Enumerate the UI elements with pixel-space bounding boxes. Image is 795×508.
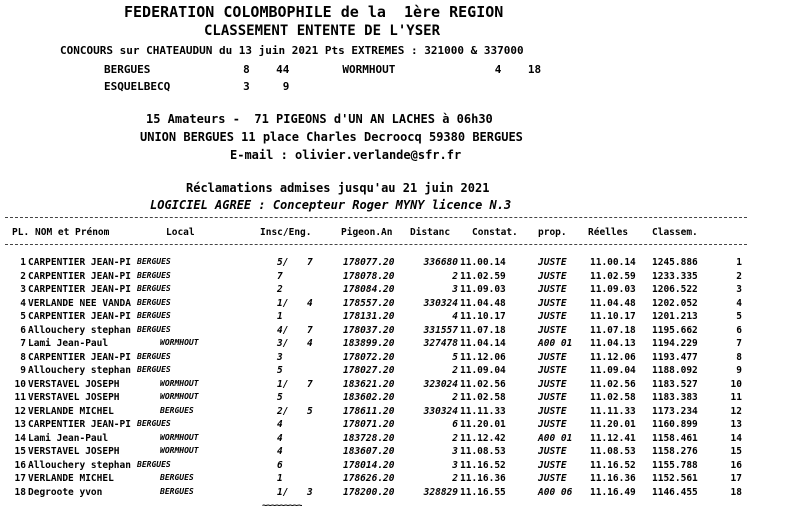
email-line: E-mail : olivier.verlande@sfr.fr bbox=[230, 148, 462, 162]
row-constat: 11.10.17 bbox=[460, 311, 506, 322]
row-reelles: 11.16.36 bbox=[590, 473, 636, 484]
row-reelles: 11.09.03 bbox=[590, 284, 636, 295]
row-prop: JUSTE bbox=[538, 365, 567, 376]
row-prop: JUSTE bbox=[538, 459, 567, 471]
row-prop: JUSTE bbox=[538, 405, 567, 417]
table-row bbox=[0, 285, 795, 297]
row-constat: 11.08.53 bbox=[460, 446, 506, 457]
col-pl: PL. bbox=[12, 227, 30, 238]
row-pigeon: 178071.20 bbox=[343, 419, 395, 430]
row-nom: CARPENTIER JEAN-PI bbox=[28, 311, 131, 322]
row-local: WORMHOUT bbox=[160, 432, 199, 442]
row-constat: 11.07.18 bbox=[460, 324, 506, 336]
row-classem: 1160.899 bbox=[652, 419, 698, 430]
row-distance: 4 bbox=[452, 311, 458, 322]
row-nom: CARPENTIER JEAN-PI bbox=[28, 351, 131, 363]
row-insc: 5/ bbox=[277, 257, 289, 268]
row-classem: 1173.234 bbox=[652, 405, 698, 417]
row-distance: 3 bbox=[452, 446, 458, 457]
row-pigeon: 178037.20 bbox=[343, 324, 395, 336]
row-nom: VERLANDE NEE VANDA bbox=[28, 297, 131, 309]
row-prop: JUSTE bbox=[538, 297, 567, 309]
row-nom: VERSTAVEL JOSEPH bbox=[28, 446, 120, 457]
table-row bbox=[0, 447, 795, 459]
row-local: WORMHOUT bbox=[160, 446, 199, 455]
row-rank: 2 bbox=[736, 270, 742, 282]
row-nom: VERLANDE MICHEL bbox=[28, 473, 114, 484]
row-reelles: 11.20.01 bbox=[590, 419, 636, 430]
title-federation: FEDERATION COLOMBOPHILE de la 1ère REGION bbox=[124, 3, 504, 21]
row-classem: 1194.229 bbox=[652, 338, 698, 349]
row-constat: 11.16.36 bbox=[460, 473, 506, 484]
row-local: BERGUES bbox=[160, 405, 194, 415]
row-eng: 7 bbox=[307, 378, 313, 390]
divider-top bbox=[5, 217, 747, 218]
row-reelles: 11.07.18 bbox=[590, 324, 636, 336]
col-local: Local bbox=[166, 227, 195, 238]
row-distance: 2 bbox=[452, 365, 458, 376]
row-nom: VERSTAVEL JOSEPH bbox=[28, 392, 120, 403]
row-classem: 1183.383 bbox=[652, 392, 698, 403]
row-pl: 3 bbox=[20, 284, 26, 295]
row-pl: 11 bbox=[14, 392, 26, 403]
row-pl: 16 bbox=[14, 459, 26, 471]
row-local: BERGUES bbox=[137, 297, 171, 307]
row-pigeon: 178084.20 bbox=[343, 284, 395, 295]
divider-header bbox=[5, 244, 747, 245]
col-classem: Classem. bbox=[652, 227, 698, 238]
row-distance: 330324 bbox=[423, 405, 458, 417]
row-local: BERGUES bbox=[137, 284, 171, 293]
row-pl: 7 bbox=[20, 338, 26, 349]
col-constat: Constat. bbox=[472, 227, 518, 238]
row-prop: JUSTE bbox=[538, 284, 567, 295]
reclamations-line: Réclamations admises jusqu'au 21 juin 2021 bbox=[186, 181, 490, 195]
row-eng: 4 bbox=[307, 338, 313, 349]
row-pigeon: 178200.20 bbox=[343, 486, 395, 498]
row-rank: 1 bbox=[736, 257, 742, 268]
row-constat: 11.02.56 bbox=[460, 378, 506, 390]
row-pl: 5 bbox=[20, 311, 26, 322]
row-pigeon: 178077.20 bbox=[343, 257, 395, 268]
row-local: BERGUES bbox=[137, 351, 171, 361]
row-reelles: 11.12.06 bbox=[590, 351, 636, 363]
row-distance: 336680 bbox=[423, 257, 458, 268]
row-pl: 8 bbox=[20, 351, 26, 363]
amateurs-line: 15 Amateurs - 71 PIGEONS d'UN AN LACHES à 06h30 bbox=[146, 112, 493, 126]
row-rank: 8 bbox=[736, 351, 742, 363]
row-nom: Allouchery stephan bbox=[28, 324, 131, 336]
row-pigeon: 183607.20 bbox=[343, 446, 395, 457]
row-insc: 1 bbox=[277, 473, 283, 484]
row-reelles: 11.08.53 bbox=[590, 446, 636, 457]
union-address-line: UNION BERGUES 11 place Charles Decroocq 59380 BERGUES bbox=[140, 130, 523, 144]
row-local: BERGUES bbox=[160, 473, 194, 482]
row-insc: 1/ bbox=[277, 486, 289, 498]
table-row bbox=[0, 312, 795, 324]
row-insc: 4 bbox=[277, 419, 283, 430]
row-local: BERGUES bbox=[160, 486, 194, 496]
row-nom: VERSTAVEL JOSEPH bbox=[28, 378, 120, 390]
row-reelles: 11.00.14 bbox=[590, 257, 636, 268]
row-insc: 5 bbox=[277, 365, 283, 376]
row-classem: 1245.886 bbox=[652, 257, 698, 268]
table-row bbox=[0, 258, 795, 270]
row-pl: 15 bbox=[14, 446, 26, 457]
row-reelles: 11.09.04 bbox=[590, 365, 636, 376]
row-constat: 11.16.55 bbox=[460, 486, 506, 498]
row-classem: 1183.527 bbox=[652, 378, 698, 390]
row-constat: 11.16.52 bbox=[460, 459, 506, 471]
row-classem: 1155.788 bbox=[652, 459, 698, 471]
row-nom: CARPENTIER JEAN-PI bbox=[28, 270, 131, 282]
row-insc: 6 bbox=[277, 459, 283, 471]
row-rank: 10 bbox=[730, 378, 742, 390]
row-pl: 2 bbox=[20, 270, 26, 282]
row-classem: 1146.455 bbox=[652, 486, 698, 498]
row-eng: 4 bbox=[307, 297, 313, 309]
row-distance: 323024 bbox=[423, 378, 458, 390]
row-reelles: 11.11.33 bbox=[590, 405, 636, 417]
row-reelles: 11.02.59 bbox=[590, 270, 636, 282]
row-nom: Lami Jean-Paul bbox=[28, 338, 109, 349]
row-pigeon: 178078.20 bbox=[343, 270, 395, 282]
row-insc: 4 bbox=[277, 432, 283, 444]
row-eng: 3 bbox=[307, 486, 313, 498]
row-eng: 7 bbox=[307, 324, 313, 336]
row-prop: JUSTE bbox=[538, 324, 567, 336]
table-row bbox=[0, 461, 795, 473]
row-reelles: 11.04.13 bbox=[590, 338, 636, 349]
row-local: BERGUES bbox=[137, 324, 171, 334]
row-rank: 17 bbox=[730, 473, 742, 484]
row-distance: 2 bbox=[452, 473, 458, 484]
row-pigeon: 178072.20 bbox=[343, 351, 395, 363]
row-rank: 9 bbox=[736, 365, 742, 376]
row-rank: 5 bbox=[736, 311, 742, 322]
row-pl: 13 bbox=[14, 419, 26, 430]
row-prop: JUSTE bbox=[538, 419, 567, 430]
row-insc: 2/ bbox=[277, 405, 289, 417]
row-reelles: 11.16.52 bbox=[590, 459, 636, 471]
row-reelles: 11.02.56 bbox=[590, 378, 636, 390]
row-prop: JUSTE bbox=[538, 446, 567, 457]
societes-line-1: BERGUES 8 44 WORMHOUT 4 18 bbox=[104, 63, 542, 76]
row-classem: 1233.335 bbox=[652, 270, 698, 282]
row-rank: 14 bbox=[730, 432, 742, 444]
row-classem: 1193.477 bbox=[652, 351, 698, 363]
row-classem: 1206.522 bbox=[652, 284, 698, 295]
col-pigeon: Pigeon.An bbox=[341, 227, 393, 238]
row-insc: 7 bbox=[277, 270, 283, 282]
row-rank: 12 bbox=[730, 405, 742, 417]
row-pigeon: 178131.20 bbox=[343, 311, 395, 322]
row-nom: CARPENTIER JEAN-PI bbox=[28, 419, 131, 430]
row-rank: 3 bbox=[736, 284, 742, 295]
row-pl: 1 bbox=[20, 257, 26, 268]
row-rank: 15 bbox=[730, 446, 742, 457]
row-local: BERGUES bbox=[137, 459, 171, 469]
row-local: BERGUES bbox=[137, 270, 171, 280]
row-prop: JUSTE bbox=[538, 378, 567, 390]
row-nom: Degroote yvon bbox=[28, 486, 103, 498]
row-constat: 11.12.06 bbox=[460, 351, 506, 363]
row-pl: 18 bbox=[14, 486, 26, 498]
row-pigeon: 183728.20 bbox=[343, 432, 395, 444]
row-eng: 5 bbox=[307, 405, 313, 417]
row-reelles: 11.12.41 bbox=[590, 432, 636, 444]
table-row bbox=[0, 420, 795, 432]
row-prop: A00 06 bbox=[538, 486, 573, 498]
row-pigeon: 178611.20 bbox=[343, 405, 395, 417]
row-nom: Allouchery stephan bbox=[28, 365, 131, 376]
row-distance: 5 bbox=[452, 351, 458, 363]
row-distance: 3 bbox=[452, 284, 458, 295]
row-distance: 327478 bbox=[423, 338, 458, 349]
table-row bbox=[0, 407, 795, 419]
row-local: BERGUES bbox=[137, 365, 171, 374]
row-distance: 328829 bbox=[423, 486, 458, 498]
row-distance: 3 bbox=[452, 459, 458, 471]
row-rank: 16 bbox=[730, 459, 742, 471]
row-pigeon: 183899.20 bbox=[343, 338, 395, 349]
row-rank: 4 bbox=[736, 297, 742, 309]
col-prop: prop. bbox=[538, 227, 567, 238]
row-pigeon: 178014.20 bbox=[343, 459, 395, 471]
row-classem: 1152.561 bbox=[652, 473, 698, 484]
row-nom: VERLANDE MICHEL bbox=[28, 405, 114, 417]
row-prop: JUSTE bbox=[538, 270, 567, 282]
table-row bbox=[0, 393, 795, 405]
row-distance: 2 bbox=[452, 270, 458, 282]
title-classement: CLASSEMENT ENTENTE DE L'YSER bbox=[204, 23, 441, 39]
row-local: BERGUES bbox=[137, 311, 171, 320]
page-cut-fragment: ~~~~~~~~~ bbox=[262, 502, 302, 508]
row-prop: JUSTE bbox=[538, 392, 567, 403]
row-pigeon: 178557.20 bbox=[343, 297, 395, 309]
row-pl: 12 bbox=[14, 405, 26, 417]
row-constat: 11.09.04 bbox=[460, 365, 506, 376]
table-row bbox=[0, 272, 795, 284]
row-insc: 5 bbox=[277, 392, 283, 403]
table-row bbox=[0, 434, 795, 446]
row-constat: 11.04.14 bbox=[460, 338, 506, 349]
row-pl: 10 bbox=[14, 378, 26, 390]
row-nom: CARPENTIER JEAN-PI bbox=[28, 257, 131, 268]
table-row bbox=[0, 488, 795, 500]
row-reelles: 11.04.48 bbox=[590, 297, 636, 309]
row-rank: 6 bbox=[736, 324, 742, 336]
row-local: BERGUES bbox=[137, 419, 171, 428]
row-reelles: 11.10.17 bbox=[590, 311, 636, 322]
table-row bbox=[0, 299, 795, 311]
row-pl: 6 bbox=[20, 324, 26, 336]
row-insc: 1 bbox=[277, 311, 283, 322]
row-insc: 3/ bbox=[277, 338, 289, 349]
row-nom: Allouchery stephan bbox=[28, 459, 131, 471]
row-nom: Lami Jean-Paul bbox=[28, 432, 109, 444]
row-pigeon: 183621.20 bbox=[343, 378, 395, 390]
row-classem: 1158.461 bbox=[652, 432, 698, 444]
row-local: WORMHOUT bbox=[160, 338, 199, 347]
row-prop: JUSTE bbox=[538, 311, 567, 322]
row-distance: 330324 bbox=[423, 297, 458, 309]
row-prop: A00 01 bbox=[538, 432, 573, 444]
row-reelles: 11.16.49 bbox=[590, 486, 636, 498]
row-constat: 11.00.14 bbox=[460, 257, 506, 268]
row-nom: CARPENTIER JEAN-PI bbox=[28, 284, 131, 295]
row-rank: 11 bbox=[730, 392, 742, 403]
row-constat: 11.09.03 bbox=[460, 284, 506, 295]
row-distance: 331557 bbox=[423, 324, 458, 336]
row-classem: 1195.662 bbox=[652, 324, 698, 336]
societes-line-2: ESQUELBECQ 3 9 bbox=[104, 80, 290, 93]
row-insc: 4/ bbox=[277, 324, 289, 336]
row-distance: 2 bbox=[452, 392, 458, 403]
row-pl: 14 bbox=[14, 432, 26, 444]
row-pigeon: 183602.20 bbox=[343, 392, 395, 403]
row-prop: JUSTE bbox=[538, 351, 567, 363]
row-constat: 11.04.48 bbox=[460, 297, 506, 309]
table-row bbox=[0, 326, 795, 338]
row-rank: 13 bbox=[730, 419, 742, 430]
table-row bbox=[0, 474, 795, 486]
row-constat: 11.11.33 bbox=[460, 405, 506, 417]
row-local: BERGUES bbox=[137, 257, 171, 266]
row-constat: 11.02.59 bbox=[460, 270, 506, 282]
col-nom: NOM et Prénom bbox=[35, 227, 110, 238]
table-header bbox=[0, 228, 795, 242]
row-pigeon: 178027.20 bbox=[343, 365, 395, 376]
table-row bbox=[0, 366, 795, 378]
row-insc: 4 bbox=[277, 446, 283, 457]
concours-line: CONCOURS sur CHATEAUDUN du 13 juin 2021 Pts EXTREMES : 321000 & 337000 bbox=[60, 44, 524, 57]
logiciel-line: LOGICIEL AGREE : Concepteur Roger MYNY licence N.3 bbox=[150, 198, 512, 212]
row-local: WORMHOUT bbox=[160, 378, 199, 388]
row-classem: 1158.276 bbox=[652, 446, 698, 457]
row-pl: 9 bbox=[20, 365, 26, 376]
row-prop: JUSTE bbox=[538, 257, 567, 268]
row-insc: 1/ bbox=[277, 297, 289, 309]
table-row bbox=[0, 339, 795, 351]
row-eng: 7 bbox=[307, 257, 313, 268]
row-pl: 4 bbox=[20, 297, 26, 309]
row-classem: 1202.052 bbox=[652, 297, 698, 309]
row-classem: 1188.092 bbox=[652, 365, 698, 376]
row-constat: 11.20.01 bbox=[460, 419, 506, 430]
row-local: WORMHOUT bbox=[160, 392, 199, 401]
row-rank: 18 bbox=[730, 486, 742, 498]
col-distance: Distanc bbox=[410, 227, 451, 238]
col-reelles: Réelles bbox=[588, 227, 629, 238]
row-distance: 6 bbox=[452, 419, 458, 430]
table-row bbox=[0, 380, 795, 392]
row-reelles: 11.02.58 bbox=[590, 392, 636, 403]
row-distance: 2 bbox=[452, 432, 458, 444]
row-insc: 2 bbox=[277, 284, 283, 295]
row-pl: 17 bbox=[14, 473, 26, 484]
row-prop: JUSTE bbox=[538, 473, 567, 484]
row-classem: 1201.213 bbox=[652, 311, 698, 322]
row-pigeon: 178626.20 bbox=[343, 473, 395, 484]
table-row bbox=[0, 353, 795, 365]
row-constat: 11.12.42 bbox=[460, 432, 506, 444]
row-prop: A00 01 bbox=[538, 338, 573, 349]
row-insc: 1/ bbox=[277, 378, 289, 390]
row-insc: 3 bbox=[277, 351, 283, 363]
col-insc: Insc/Eng. bbox=[260, 227, 312, 238]
row-constat: 11.02.58 bbox=[460, 392, 506, 403]
row-rank: 7 bbox=[736, 338, 742, 349]
